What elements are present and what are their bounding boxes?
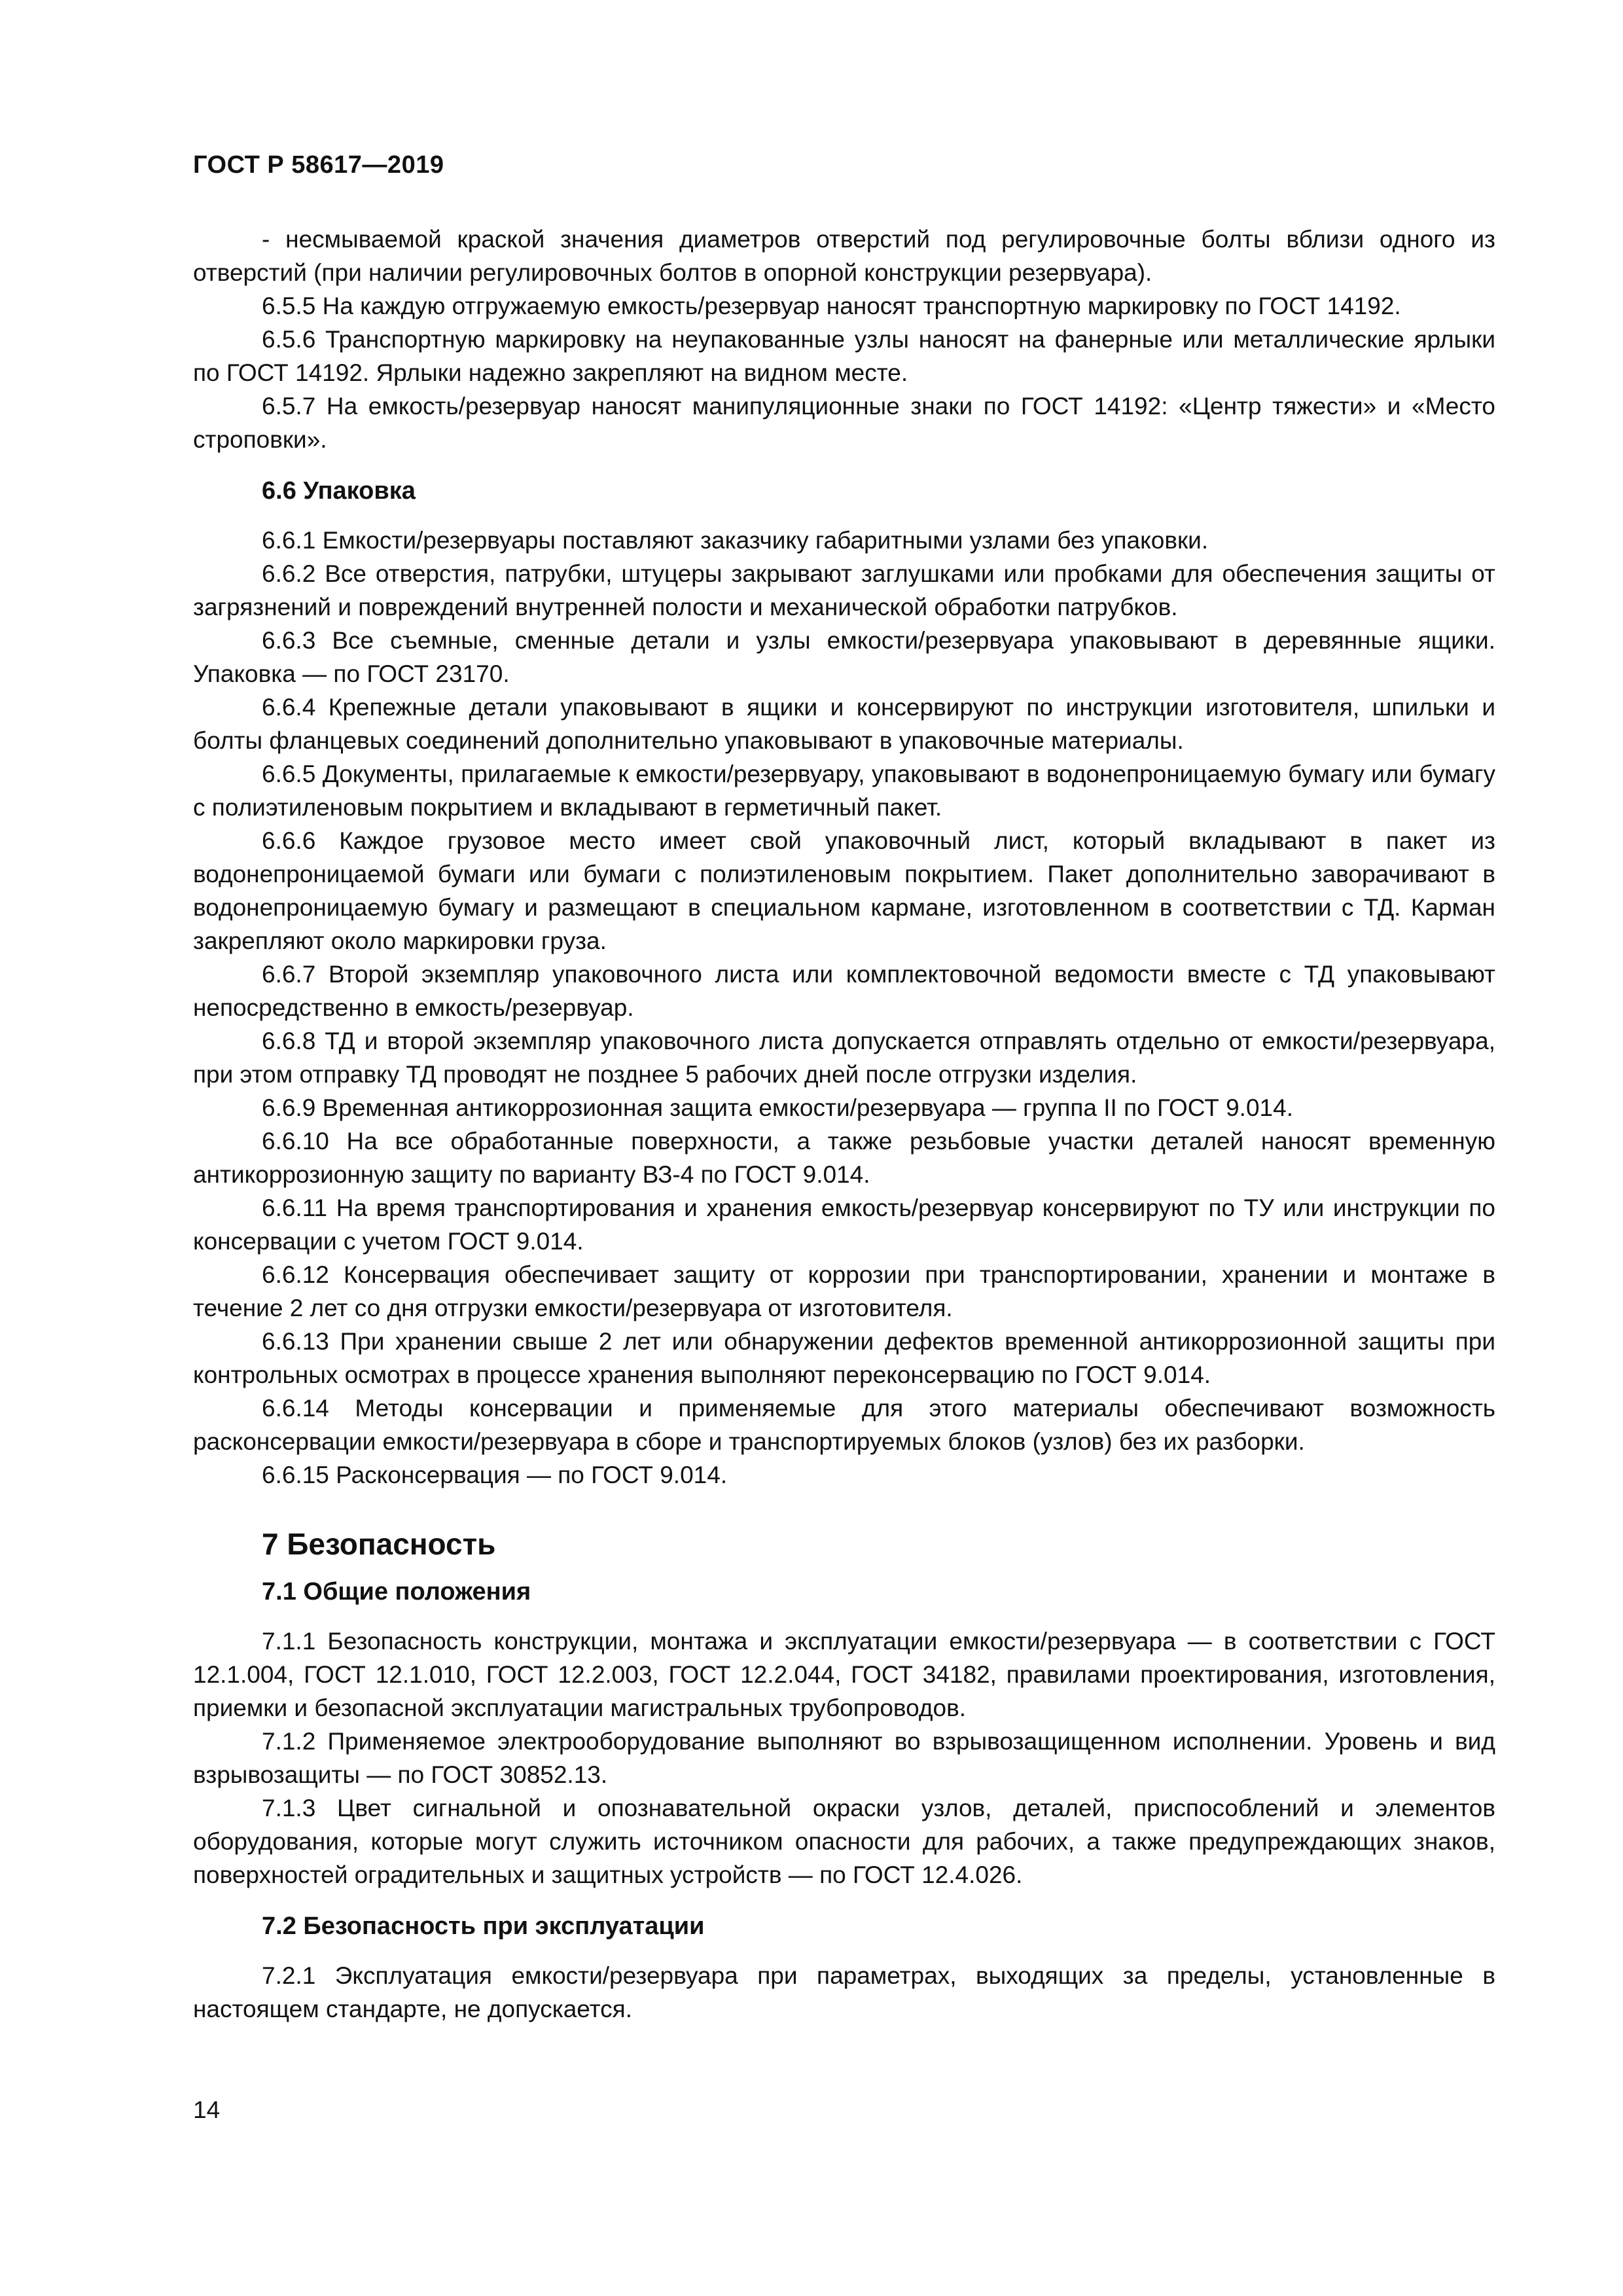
paragraph-6-6-5: 6.6.5 Документы, прилагаемые к емкости/резервуару, упаковывают в водонепроницаемую бумагу или бумагу с полиэтиленовым покрытием и вкладывают в герметичный пакет. <box>193 761 1495 821</box>
paragraph-continuation: - несмываемой краской значения диаметров отверстий под регулировочные болты вблизи одного из отверстий (при наличии регулировочных болтов в опорной конструкции резервуара). <box>193 226 1495 286</box>
paragraph-6-6-7: 6.6.7 Второй экземпляр упаковочного листа или комплектовочной ведомости вместе с ТД упаковывают непосредственно в емкость/резервуар. <box>193 961 1495 1021</box>
paragraph-6-6-10: 6.6.10 На все обработанные поверхности, а также резьбовые участки деталей наносят временную антикоррозионную защиту по варианту ВЗ-4 по ГОСТ 9.014. <box>193 1128 1495 1188</box>
paragraph-6-6-8: 6.6.8 ТД и второй экземпляр упаковочного листа допускается отправлять отдельно от емкости/резервуара, при этом отправку ТД проводят не позднее 5 рабочих дней после отгрузки изделия. <box>193 1028 1495 1088</box>
paragraph-6-6-11: 6.6.11 На время транспортирования и хранения емкость/резервуар консервируют по ТУ или инструкции по консервации с учетом ГОСТ 9.014. <box>193 1194 1495 1255</box>
paragraph-6-6-3: 6.6.3 Все съемные, сменные детали и узлы емкости/резервуара упаковывают в деревянные ящики. Упаковка — по ГОСТ 23170. <box>193 627 1495 687</box>
standard-designation: ГОСТ Р 58617—2019 <box>193 151 444 179</box>
paragraph-6-6-15: 6.6.15 Расконсервация — по ГОСТ 9.014. <box>262 1462 728 1488</box>
paragraph-7-1-1: 7.1.1 Безопасность конструкции, монтажа и эксплуатации емкости/резервуара — в соответствии с ГОСТ 12.1.004, ГОСТ 12.1.010, ГОСТ 12.2.003, ГОСТ 12.2.044, ГОСТ 34182, правилами проектирования, изготовления, приемки и безопасной эксплуатации магистральных трубопроводов. <box>193 1628 1495 1721</box>
paragraph-6-6-9: 6.6.9 Временная антикоррозионная защита емкости/резервуара — группа II по ГОСТ 9.014. <box>262 1094 1293 1121</box>
section-heading-6-6: 6.6 Упаковка <box>262 477 416 505</box>
paragraph-6-6-6: 6.6.6 Каждое грузовое место имеет свой упаковочный лист, который вкладывают в пакет из водонепроницаемой бумаги или бумаги с полиэтиленовым покрытием. Пакет дополнительно заворачивают в водонепроницаемую бумагу и размещают в специальном кармане, изготовленном в соответствии с ТД. Карман закрепляют около маркировки груза. <box>193 827 1495 954</box>
paragraph-6-6-1: 6.6.1 Емкости/резервуары поставляют заказчику габаритными узлами без упаковки. <box>262 527 1209 554</box>
chapter-heading-7: 7 Безопасность <box>262 1527 496 1561</box>
paragraph-7-1-3: 7.1.3 Цвет сигнальной и опознавательной окраски узлов, деталей, приспособлений и элементов оборудования, которые могут служить источником опасности для рабочих, а также предупреждающих знаков, поверхностей оградительных и защитных устройств — по ГОСТ 12.4.026. <box>193 1795 1495 1888</box>
paragraph-7-2-1: 7.2.1 Эксплуатация емкости/резервуара при параметрах, выходящих за пределы, установленные в настоящем стандарте, не допускается. <box>193 1962 1495 2022</box>
paragraph-6-6-12: 6.6.12 Консервация обеспечивает защиту от коррозии при транспортировании, хранении и монтаже в течение 2 лет со дня отгрузки емкости/резервуара от изготовителя. <box>193 1261 1495 1321</box>
page-number: 14 <box>193 2096 221 2123</box>
paragraph-6-5-6: 6.5.6 Транспортную маркировку на неупакованные узлы наносят на фанерные или металлические ярлыки по ГОСТ 14192. Ярлыки надежно закрепляют на видном месте. <box>193 326 1495 386</box>
paragraph-6-6-2: 6.6.2 Все отверстия, патрубки, штуцеры закрывают заглушками или пробками для обеспечения защиты от загрязнений и повреждений внутренней полости и механической обработки патрубков. <box>193 560 1495 620</box>
section-heading-7-1: 7.1 Общие положения <box>262 1578 531 1605</box>
paragraph-6-6-14: 6.6.14 Методы консервации и применяемые для этого материалы обеспечивают возможность расконсервации емкости/резервуара в сборе и транспортируемых блоков (узлов) без их разборки. <box>193 1395 1495 1455</box>
paragraph-6-6-13: 6.6.13 При хранении свыше 2 лет или обнаружении дефектов временной антикоррозионной защиты при контрольных осмотрах в процессе хранения выполняют переконсервацию по ГОСТ 9.014. <box>193 1328 1495 1388</box>
paragraph-6-5-7: 6.5.7 На емкость/резервуар наносят манипуляционные знаки по ГОСТ 14192: «Центр тяжести» и «Место строповки». <box>193 393 1495 453</box>
section-heading-7-2: 7.2 Безопасность при эксплуатации <box>262 1912 705 1940</box>
paragraph-7-1-2: 7.1.2 Применяемое электрооборудование выполняют во взрывозащищенном исполнении. Уровень и вид взрывозащиты — по ГОСТ 30852.13. <box>193 1728 1495 1788</box>
paragraph-6-5-5: 6.5.5 На каждую отгружаемую емкость/резервуар наносят транспортную маркировку по ГОСТ 14192. <box>262 293 1401 319</box>
paragraph-6-6-4: 6.6.4 Крепежные детали упаковывают в ящики и консервируют по инструкции изготовителя, шпильки и болты фланцевых соединений дополнительно упаковывают в упаковочные материалы. <box>193 694 1495 754</box>
document-body <box>193 223 1495 2026</box>
